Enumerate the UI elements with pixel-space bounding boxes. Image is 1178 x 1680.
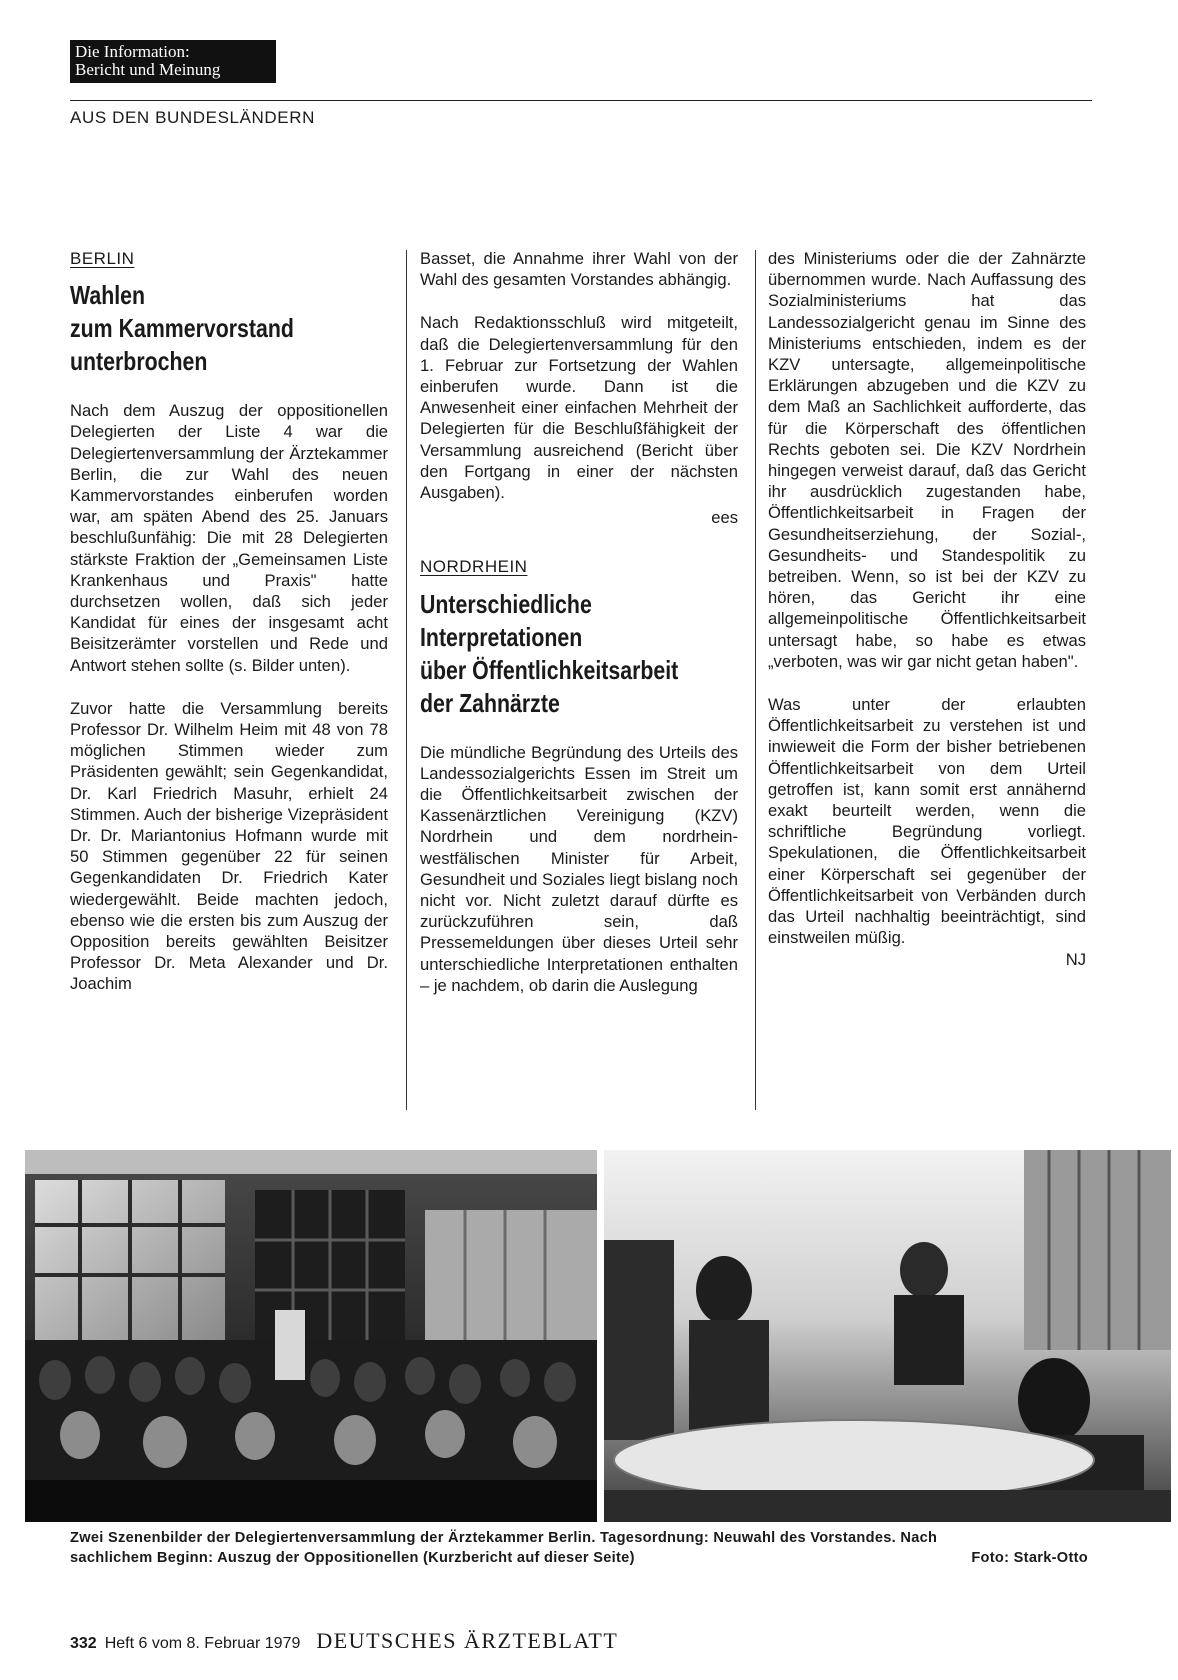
article2-headline <box>420 588 748 720</box>
masthead-line1: Die Information: <box>75 42 190 61</box>
publication-name: DEUTSCHES ÄRZTEBLATT <box>316 1628 619 1653</box>
masthead-line2: Bericht und Meinung <box>75 60 221 79</box>
photo-credit: Foto: Stark-Otto <box>971 1550 1088 1566</box>
headline-line: zum Kammervorstand <box>70 313 294 344</box>
headline-line: Unterschiedliche <box>420 588 592 619</box>
section-label: AUS DEN BUNDESLÄNDERN <box>70 108 315 127</box>
delegates-table-photo-image <box>604 1150 1171 1522</box>
article1-paragraph: Basset, die Annahme ihrer Wahl von der Wahl des gesamten Vorstandes abhängig. <box>420 249 738 290</box>
article2-signature-row <box>768 949 1086 970</box>
delegates-table-photo <box>604 1150 1171 1522</box>
masthead <box>70 40 276 83</box>
issue-info: Heft 6 vom 8. Februar 1979 <box>104 1635 301 1652</box>
page-footer <box>70 1628 618 1654</box>
article1-paragraph: Zuvor hatte die Versammlung bereits Professor Dr. Wilhelm Heim mit 48 von 78 möglichen Stimmen wieder zum Präsidenten gewählt; sein Gegenkandidat, Dr. Karl Friedrich Masuhr, erhielt 24 Stimmen. Auch der bisherige Vizepräsident Dr. Dr. Mariantonius Hofmann wurde mit 50 Stimmen gegenüber 22 für seinen Gegenkandidaten Dr. Friedrich Kater wiedergewählt. Beide machten jedoch, ebenso wie die ersten bis zum Auszug der Opposition bereits gewählten Beisitzer Professor Dr. Meta Alexander und Dr. Joachim <box>70 698 388 994</box>
article2-signature: NJ <box>1065 949 1086 969</box>
column-1 <box>70 248 388 1017</box>
article2-paragraph: Die mündliche Begründung des Urteils des Landessozialgerichts Essen im Streit um die Öffentlichkeitsarbeit zwischen der Kassenärztlichen Vereinigung (KZV) Nordrhein und dem nordrhein-westfälischen Minister für Arbeit, Gesundheit und Soziales liegt bislang noch nicht vor. Nicht zuletzt darauf dürfte es zurückzuführen sein, daß Pressemeldungen über dieses Urteil sehr unterschiedliche Interpretationen enthalten – je nachdem, ob darin die Auslegung <box>420 742 738 995</box>
article1-paragraph <box>420 312 738 503</box>
headline-line: der Zahnärzte <box>420 687 560 718</box>
article1-headline <box>70 279 398 378</box>
page-number: 332 <box>70 1635 97 1652</box>
assembly-hall-photo-image <box>25 1150 597 1522</box>
article2-paragraph-text: Was unter der erlaubten Öffentlichkeitsarbeit zu verstehen ist und inwieweit die Form der bisher betriebenen Öffentlichkeitsarbeit von dem Urteil getroffen ist, kann somit erst annähernd exakt beurteilt werden, wenn die schriftliche Begründung vorliegt. Spekulationen, die Öffentlichkeitsarbeit einer Körperschaft sei gegenüber der Öffentlichkeitsarbeit von Verbänden durch das Urteil nachhaltig beeinträchtigt, sind einstweilen müßig. <box>768 695 1086 948</box>
article1-signature: ees <box>711 508 738 528</box>
top-rule <box>70 100 1092 101</box>
headline-line: Wahlen <box>70 280 146 311</box>
headline-line: über Öffentlichkeitsarbeit <box>420 654 679 685</box>
article1-paragraph: Nach dem Auszug der oppositionellen Delegierten der Liste 4 war die Delegiertenversammlung der Ärztekammer Berlin, die zur Wahl des neuen Kammervorstandes einberufen worden war, am späten Abend des 25. Januars beschlußunfähig: Die mit 28 Delegierten stärkste Fraktion der „Gemeinsamen Liste Krankenhaus und Praxis" hatte durchsetzen wollen, daß sich jeder Kandidat für eines der insgesamt acht Beisitzerämter vorstellen und Rede und Antwort stehen sollte (s. Bilder unten). <box>70 401 388 675</box>
column-2 <box>420 248 738 1018</box>
assembly-hall-photo <box>25 1150 597 1522</box>
article1-signature-row <box>420 507 738 528</box>
caption-line2: sachlichem Beginn: Auszug der Oppositionellen (Kurzbericht auf dieser Seite) <box>70 1550 635 1566</box>
article1-paragraph-text: Nach Redaktionsschluß wird mitgeteilt, daß die Delegiertenversammlung für den 1. Februar zur Fortsetzung der Wahlen einberufen wurde. Dann ist die Anwesenheit einer einfachen Mehrheit der Delegierten für die Beschlußfähigkeit der Versammlung ausreichend (Bericht über den Fortgang in einer der nächsten Ausgaben). <box>420 313 738 503</box>
column-divider <box>406 250 407 1110</box>
caption-line1: Zwei Szenenbilder der Delegiertenversammlung der Ärztekammer Berlin. Tagesordnung: Neuwahl des Vorstandes. Nach <box>70 1530 938 1546</box>
article1-kicker: BERLIN <box>70 249 135 268</box>
headline-line: unterbrochen <box>70 346 208 377</box>
column-3 <box>768 248 1086 970</box>
article2-paragraph <box>768 694 1086 948</box>
column-divider <box>755 250 756 1110</box>
caption-row <box>70 1548 1088 1568</box>
article2-paragraph: des Ministeriums oder die der Zahnärzte übernommen wurde. Nach Auffassung des Sozialministeriums hat das Landessozialgericht genau im Sinne des Ministeriums entschieden, indem es der KZV untersagte, allgemeinpolitische Erklärungen abzugeben und die KZV zu dem Maß an Sachlichkeit aufforderte, das für die Körperschaft des öffentlichen Rechts geboten sei. Die KZV Nordrhein hingegen verweist darauf, daß das Gericht ihr ausdrücklich zugestanden habe, Öffentlichkeitsarbeit in Fragen der Gesundheitserziehung, der Sozial-, Gesundheits- und Standespolitik zu betreiben. Wenn, so ist bei der KZV zu hören, das Gericht ihr eine allgemeinpolitische Öffentlichkeitsarbeit untersagt habe, so habe es etwas „verboten, was wir gar nicht getan haben". <box>768 249 1086 671</box>
article2-kicker: NORDRHEIN <box>420 557 528 577</box>
headline-line: Interpretationen <box>420 621 583 652</box>
photo-caption <box>70 1528 1088 1568</box>
